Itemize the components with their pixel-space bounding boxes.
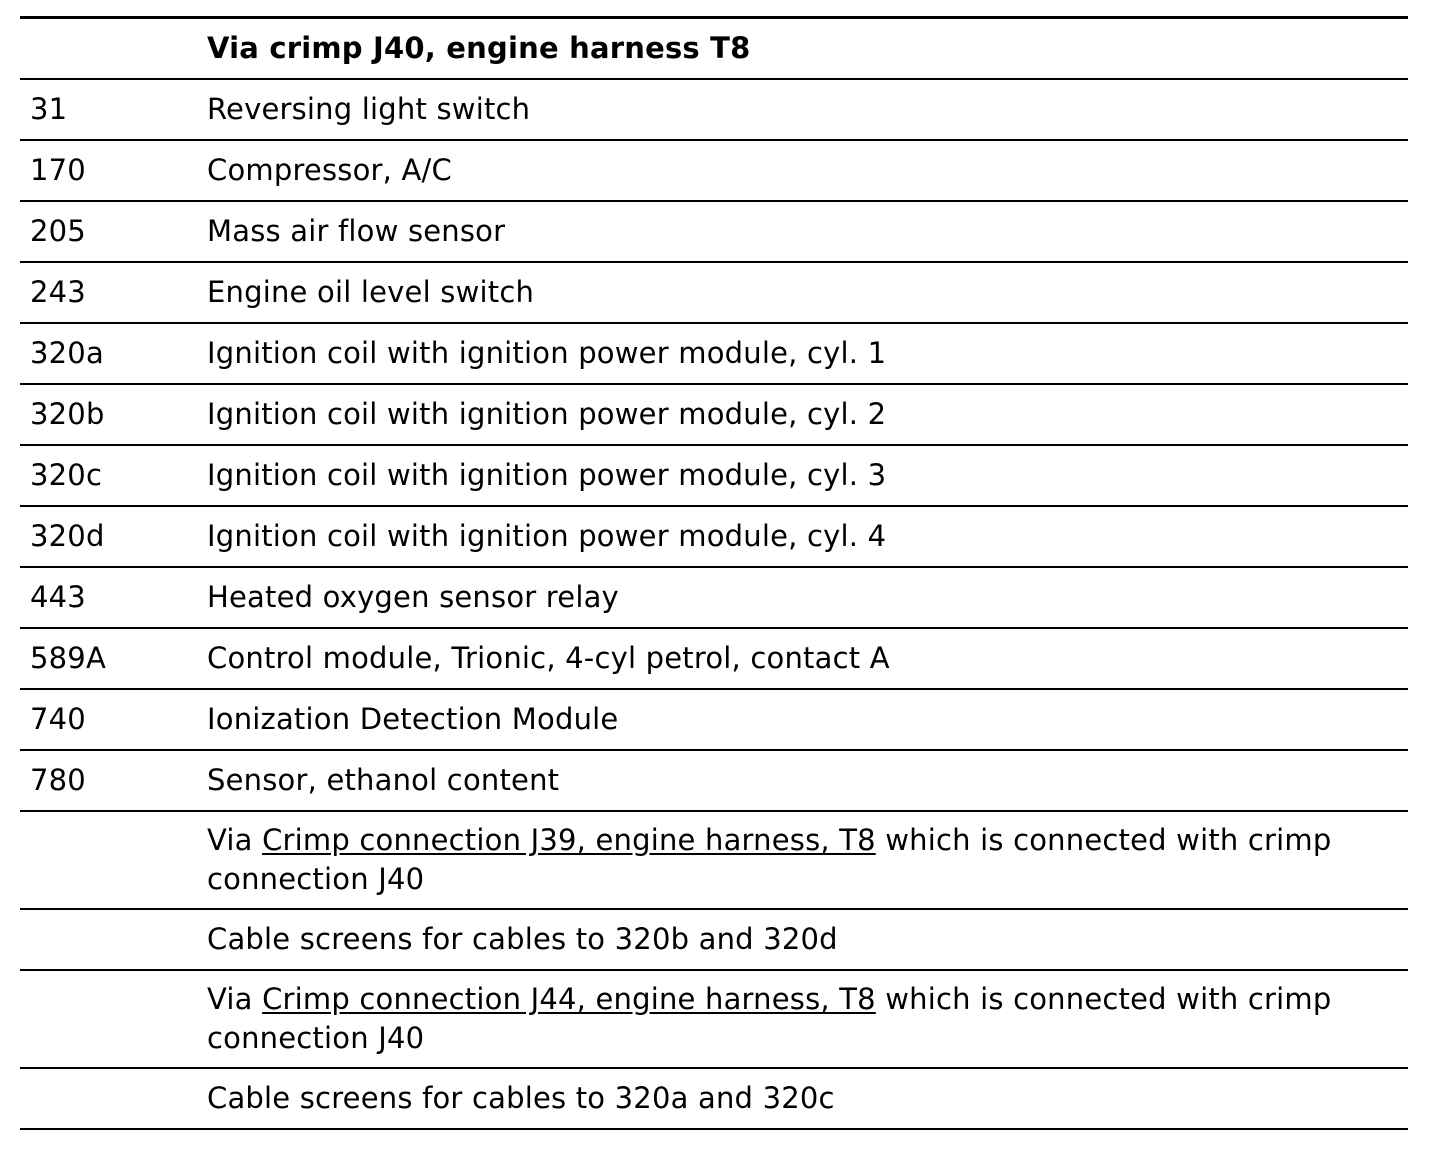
cable-screens-description: Cable screens for cables to 320a and 320c	[207, 1081, 835, 1115]
component-description: Mass air flow sensor	[207, 214, 506, 248]
component-code: 170	[30, 153, 86, 187]
table-row	[20, 445, 1408, 506]
component-code: 205	[30, 214, 86, 248]
cable-screens-description: Cable screens for cables to 320b and 320d	[207, 922, 838, 956]
table-row	[20, 628, 1408, 689]
component-description: Ignition coil with ignition power module, cyl. 3	[207, 458, 887, 492]
crimp-j44-link[interactable]: Crimp connection J44, engine harness, T8	[262, 982, 876, 1016]
component-description: Heated oxygen sensor relay	[207, 580, 619, 614]
component-description: Reversing light switch	[207, 92, 531, 126]
component-description: Ignition coil with ignition power module, cyl. 4	[207, 519, 887, 553]
component-code: 243	[30, 275, 86, 309]
table-row	[20, 506, 1408, 567]
table-row	[20, 567, 1408, 628]
empty-code-cell	[20, 909, 197, 970]
component-code: 320b	[30, 397, 105, 431]
component-code: 320a	[30, 336, 104, 370]
empty-code-cell	[20, 970, 197, 1068]
component-code: 780	[30, 763, 86, 797]
crimp-j39-link[interactable]: Crimp connection J39, engine harness, T8	[262, 823, 876, 857]
via-prefix: Via	[207, 823, 263, 857]
via-j39-row	[20, 811, 1408, 909]
component-description: Compressor, A/C	[207, 153, 452, 187]
component-code: 31	[30, 92, 68, 126]
empty-code-cell	[20, 1068, 197, 1129]
component-code: 589A	[30, 641, 106, 675]
table-row	[20, 262, 1408, 323]
via-j39-description	[197, 811, 1408, 909]
component-description: Ignition coil with ignition power module, cyl. 2	[207, 397, 887, 431]
table-row	[20, 140, 1408, 201]
component-description: Sensor, ethanol content	[207, 763, 560, 797]
cable-screens-row	[20, 1068, 1408, 1129]
empty-code-cell	[20, 811, 197, 909]
component-description: Ignition coil with ignition power module, cyl. 1	[207, 336, 887, 370]
component-code: 320d	[30, 519, 105, 553]
component-description: Engine oil level switch	[207, 275, 535, 309]
table-row	[20, 79, 1408, 140]
via-j44-row	[20, 970, 1408, 1068]
component-description: Ionization Detection Module	[207, 702, 619, 736]
via-suffix: which is connected with crimp connection J40	[207, 982, 1332, 1055]
component-code: 320c	[30, 458, 103, 492]
table-row	[20, 201, 1408, 262]
component-description: Control module, Trionic, 4-cyl petrol, contact A	[207, 641, 890, 675]
header-code-cell	[20, 18, 197, 80]
wiring-connection-table	[20, 16, 1408, 1130]
header-title-cell: Via crimp J40, engine harness T8	[207, 31, 751, 65]
via-j44-description	[197, 970, 1408, 1068]
table-row	[20, 750, 1408, 811]
via-prefix: Via	[207, 982, 263, 1016]
component-code: 443	[30, 580, 86, 614]
via-suffix: which is connected with crimp connection J40	[207, 823, 1332, 896]
cable-screens-row	[20, 909, 1408, 970]
component-code: 740	[30, 702, 86, 736]
table-row	[20, 323, 1408, 384]
table-row	[20, 384, 1408, 445]
table-header-row	[20, 18, 1408, 80]
table-row	[20, 689, 1408, 750]
